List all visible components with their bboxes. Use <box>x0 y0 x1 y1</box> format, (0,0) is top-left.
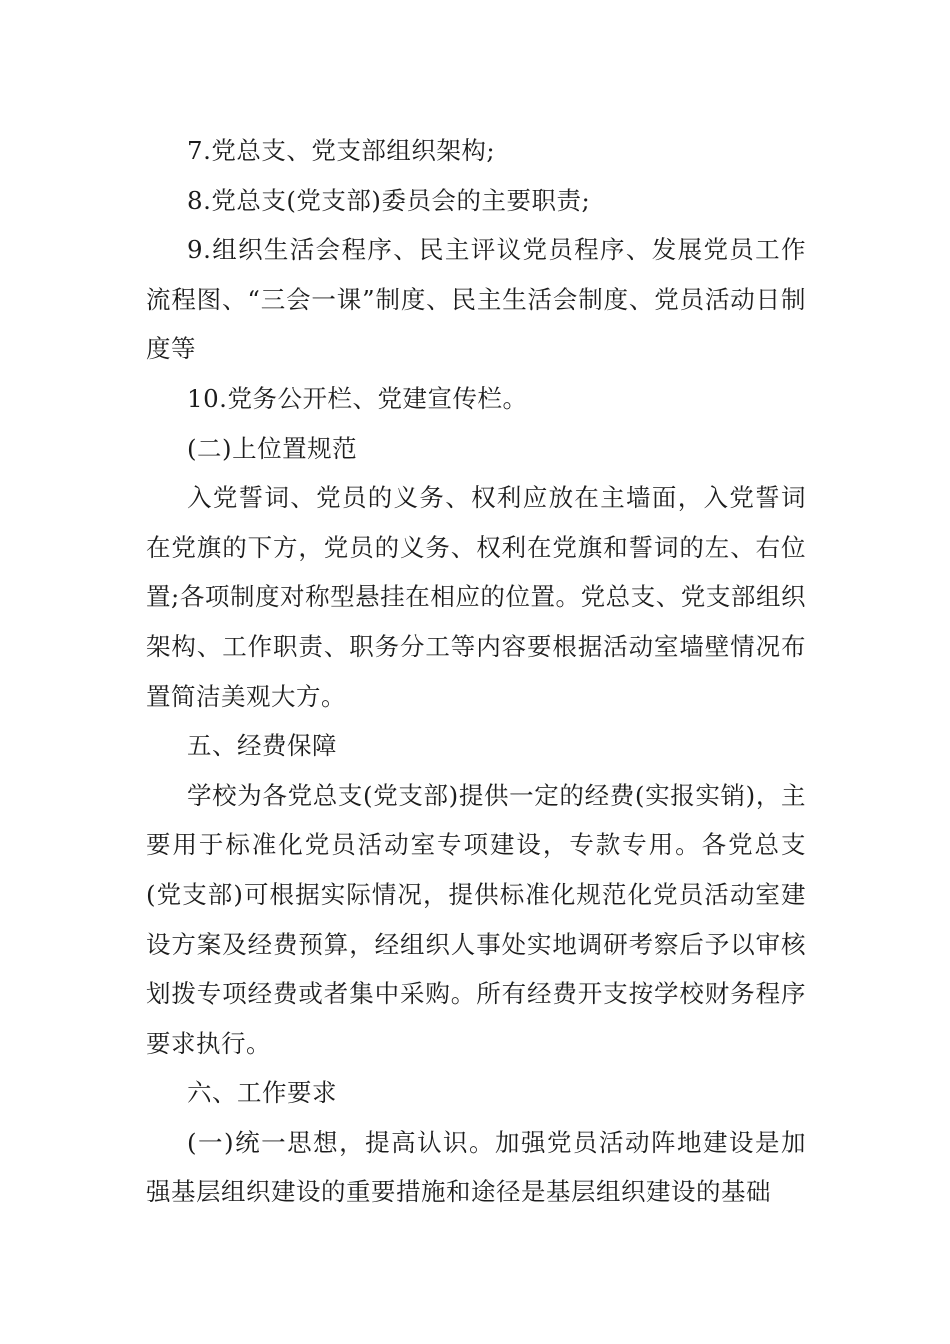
paragraph-work-requirements: (一)统一思想，提高认识。加强党员活动阵地建设是加强基层组织建设的重要措施和途径是基层组织建设的基础 <box>146 1127 806 1207</box>
section-heading-position-standard: (二)上位置规范 <box>187 433 358 463</box>
section-heading-work-requirements: 六、工作要求 <box>187 1078 337 1108</box>
paragraph-funding: 学校为各党总支(党支部)提供一定的经费(实报实销)，主要用于标准化党员活动室专项建设，专款专用。各党总支(党支部)可根据实际情况，提供标准化规范化党员活动室建设方案及经费预算，经组织人事处实地调研考察后予以审核划拨专项经费或者集中采购。所有经费开支按学校财务程序要求执行。 <box>146 780 806 1058</box>
list-item-9: 9.组织生活会程序、民主评议党员程序、发展党员工作流程图、“三会一课”制度、民主生活会制度、党员活动日制度等 <box>146 235 806 364</box>
list-item-10: 10.党务公开栏、党建宣传栏。 <box>187 383 528 413</box>
section-heading-funding: 五、经费保障 <box>187 731 337 761</box>
list-item-7: 7.党总支、党支部组织架构; <box>187 136 496 165</box>
paragraph-position-standard: 入党誓词、党员的义务、权利应放在主墙面，入党誓词在党旗的下方，党员的义务、权利在党旗和誓词的左、右位置;各项制度对称型悬挂在相应的位置。党总支、党支部组织架构、工作职责、职务分工等内容要根据活动室墙壁情况布置简洁美观大方。 <box>146 483 806 711</box>
document-body <box>146 126 806 1217</box>
list-item-8: 8.党总支(党支部)委员会的主要职责; <box>187 185 591 215</box>
